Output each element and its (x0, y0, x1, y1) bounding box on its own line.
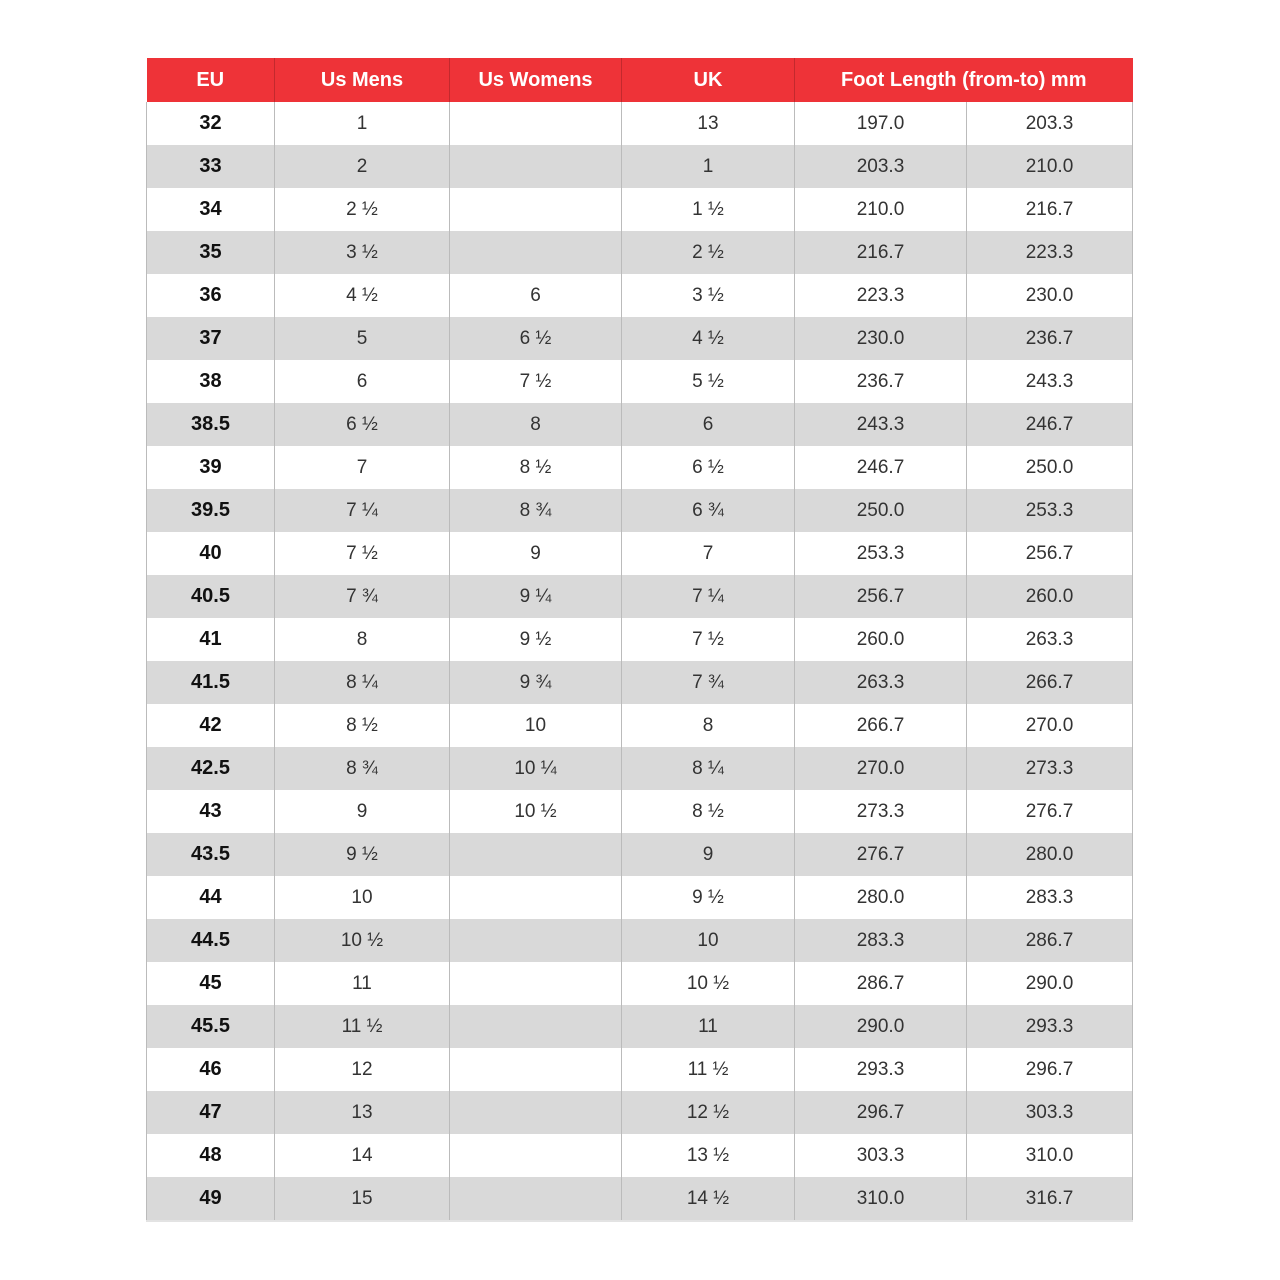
table-row (147, 145, 1133, 188)
table-cell: 1 (622, 145, 795, 188)
table-cell: 7 (622, 532, 795, 575)
table-cell (450, 962, 622, 1005)
table-row (147, 1005, 1133, 1048)
table-cell: 316.7 (967, 1177, 1133, 1221)
table-cell: 270.0 (967, 704, 1133, 747)
eu-size-cell: 48 (147, 1134, 275, 1177)
table-cell: 246.7 (967, 403, 1133, 446)
table-cell: 6 (275, 360, 450, 403)
eu-size-cell: 46 (147, 1048, 275, 1091)
table-row (147, 446, 1133, 489)
eu-size-cell: 33 (147, 145, 275, 188)
table-cell: 14 (275, 1134, 450, 1177)
table-cell: 253.3 (967, 489, 1133, 532)
table-cell: 11 (275, 962, 450, 1005)
table-cell (450, 145, 622, 188)
table-cell: 11 ½ (275, 1005, 450, 1048)
eu-size-cell: 41 (147, 618, 275, 661)
table-cell: 276.7 (967, 790, 1133, 833)
table-cell: 223.3 (967, 231, 1133, 274)
eu-size-cell: 32 (147, 102, 275, 145)
table-row (147, 274, 1133, 317)
table-row (147, 1091, 1133, 1134)
table-cell: 6 (622, 403, 795, 446)
table-cell: 266.7 (967, 661, 1133, 704)
table-cell: 8 ¾ (450, 489, 622, 532)
table-cell: 8 ½ (275, 704, 450, 747)
table-cell: 13 (622, 102, 795, 145)
table-cell: 230.0 (967, 274, 1133, 317)
table-cell: 13 (275, 1091, 450, 1134)
table-cell: 14 ½ (622, 1177, 795, 1221)
table-cell: 6 (450, 274, 622, 317)
table-cell (450, 231, 622, 274)
table-cell: 13 ½ (622, 1134, 795, 1177)
table-row (147, 661, 1133, 704)
table-cell: 286.7 (967, 919, 1133, 962)
table-cell: 260.0 (967, 575, 1133, 618)
table-row (147, 790, 1133, 833)
table-cell: 9 (275, 790, 450, 833)
table-cell: 7 ½ (275, 532, 450, 575)
table-row (147, 317, 1133, 360)
table-cell: 296.7 (795, 1091, 967, 1134)
eu-size-cell: 47 (147, 1091, 275, 1134)
table-row (147, 876, 1133, 919)
eu-size-cell: 39.5 (147, 489, 275, 532)
table-cell: 8 (275, 618, 450, 661)
table-row (147, 489, 1133, 532)
table-cell: 5 ½ (622, 360, 795, 403)
table-cell: 210.0 (967, 145, 1133, 188)
table-cell: 8 ½ (450, 446, 622, 489)
table-row (147, 1048, 1133, 1091)
eu-size-cell: 40.5 (147, 575, 275, 618)
eu-size-cell: 44 (147, 876, 275, 919)
table-cell: 1 ½ (622, 188, 795, 231)
table-cell (450, 919, 622, 962)
table-cell: 10 (450, 704, 622, 747)
table-cell: 270.0 (795, 747, 967, 790)
table-row (147, 1177, 1133, 1221)
table-cell (450, 188, 622, 231)
table-cell: 250.0 (795, 489, 967, 532)
table-cell: 6 ½ (275, 403, 450, 446)
table-cell: 8 (622, 704, 795, 747)
table-cell: 266.7 (795, 704, 967, 747)
table-cell: 7 ½ (622, 618, 795, 661)
table-cell: 310.0 (795, 1177, 967, 1221)
table-cell: 2 ½ (275, 188, 450, 231)
table-cell: 223.3 (795, 274, 967, 317)
table-row (147, 747, 1133, 790)
table-cell: 2 (275, 145, 450, 188)
table-cell: 10 ¼ (450, 747, 622, 790)
table-cell: 9 ½ (275, 833, 450, 876)
eu-size-cell: 45.5 (147, 1005, 275, 1048)
table-cell (450, 1048, 622, 1091)
table-cell: 293.3 (967, 1005, 1133, 1048)
table-cell: 290.0 (795, 1005, 967, 1048)
table-cell: 253.3 (795, 532, 967, 575)
table-cell: 8 ¼ (275, 661, 450, 704)
eu-size-cell: 34 (147, 188, 275, 231)
table-row (147, 618, 1133, 661)
table-cell: 7 ¾ (622, 661, 795, 704)
table-cell: 10 ½ (275, 919, 450, 962)
eu-size-cell: 35 (147, 231, 275, 274)
table-cell: 10 (622, 919, 795, 962)
table-cell: 9 ¼ (450, 575, 622, 618)
eu-size-cell: 39 (147, 446, 275, 489)
table-cell: 203.3 (795, 145, 967, 188)
table-cell: 4 ½ (275, 274, 450, 317)
table-cell: 283.3 (967, 876, 1133, 919)
table-cell: 6 ½ (622, 446, 795, 489)
eu-size-cell: 40 (147, 532, 275, 575)
table-cell: 303.3 (795, 1134, 967, 1177)
table-cell: 2 ½ (622, 231, 795, 274)
table-cell: 9 ½ (450, 618, 622, 661)
eu-size-cell: 42.5 (147, 747, 275, 790)
table-cell (450, 833, 622, 876)
table-row (147, 102, 1133, 145)
table-cell: 230.0 (795, 317, 967, 360)
header-cell: EU (147, 58, 275, 102)
table-row (147, 532, 1133, 575)
header-cell: Foot Length (from-to) mm (795, 58, 1133, 102)
table-cell: 290.0 (967, 962, 1133, 1005)
table-cell: 256.7 (795, 575, 967, 618)
size-conversion-table (146, 58, 1133, 1222)
eu-size-cell: 42 (147, 704, 275, 747)
table-cell: 283.3 (795, 919, 967, 962)
table-row (147, 1134, 1133, 1177)
table-cell: 310.0 (967, 1134, 1133, 1177)
table-cell: 216.7 (795, 231, 967, 274)
table-cell: 263.3 (967, 618, 1133, 661)
size-conversion-table-container (146, 58, 1132, 1222)
header-cell: UK (622, 58, 795, 102)
table-row (147, 188, 1133, 231)
eu-size-cell: 36 (147, 274, 275, 317)
eu-size-cell: 37 (147, 317, 275, 360)
table-row (147, 919, 1133, 962)
table-cell: 7 ¼ (275, 489, 450, 532)
eu-size-cell: 43 (147, 790, 275, 833)
table-row (147, 360, 1133, 403)
table-row (147, 403, 1133, 446)
table-cell: 8 ½ (622, 790, 795, 833)
table-cell: 7 ¼ (622, 575, 795, 618)
table-cell: 4 ½ (622, 317, 795, 360)
table-cell: 11 ½ (622, 1048, 795, 1091)
eu-size-cell: 44.5 (147, 919, 275, 962)
table-cell: 236.7 (967, 317, 1133, 360)
table-cell: 293.3 (795, 1048, 967, 1091)
table-cell: 8 (450, 403, 622, 446)
table-cell: 3 ½ (275, 231, 450, 274)
table-row (147, 575, 1133, 618)
table-cell: 6 ¾ (622, 489, 795, 532)
table-cell: 243.3 (967, 360, 1133, 403)
table-cell: 3 ½ (622, 274, 795, 317)
header-row (147, 58, 1133, 102)
table-cell: 8 ¾ (275, 747, 450, 790)
table-row (147, 962, 1133, 1005)
table-cell: 10 ½ (622, 962, 795, 1005)
table-cell: 260.0 (795, 618, 967, 661)
table-cell: 203.3 (967, 102, 1133, 145)
table-body (147, 102, 1133, 1221)
table-cell: 15 (275, 1177, 450, 1221)
table-cell: 9 ¾ (450, 661, 622, 704)
table-cell: 7 (275, 446, 450, 489)
table-cell: 10 ½ (450, 790, 622, 833)
table-cell (450, 876, 622, 919)
table-cell: 5 (275, 317, 450, 360)
table-cell: 216.7 (967, 188, 1133, 231)
table-cell (450, 1005, 622, 1048)
table-cell: 11 (622, 1005, 795, 1048)
table-cell: 8 ¼ (622, 747, 795, 790)
table-cell: 7 ¾ (275, 575, 450, 618)
table-cell: 1 (275, 102, 450, 145)
eu-size-cell: 49 (147, 1177, 275, 1221)
table-cell: 280.0 (967, 833, 1133, 876)
table-cell: 210.0 (795, 188, 967, 231)
table-cell: 197.0 (795, 102, 967, 145)
table-cell: 6 ½ (450, 317, 622, 360)
table-cell: 9 ½ (622, 876, 795, 919)
table-cell: 243.3 (795, 403, 967, 446)
table-cell (450, 1177, 622, 1221)
table-cell: 303.3 (967, 1091, 1133, 1134)
table-cell: 250.0 (967, 446, 1133, 489)
table-cell: 12 ½ (622, 1091, 795, 1134)
eu-size-cell: 43.5 (147, 833, 275, 876)
table-cell (450, 1091, 622, 1134)
table-cell: 286.7 (795, 962, 967, 1005)
table-cell: 7 ½ (450, 360, 622, 403)
table-cell: 9 (622, 833, 795, 876)
table-cell (450, 1134, 622, 1177)
table-cell (450, 102, 622, 145)
table-row (147, 704, 1133, 747)
table-cell: 280.0 (795, 876, 967, 919)
table-cell: 10 (275, 876, 450, 919)
eu-size-cell: 41.5 (147, 661, 275, 704)
eu-size-cell: 38 (147, 360, 275, 403)
header-cell: Us Mens (275, 58, 450, 102)
table-row (147, 231, 1133, 274)
table-cell: 273.3 (795, 790, 967, 833)
table-cell: 12 (275, 1048, 450, 1091)
header-cell: Us Womens (450, 58, 622, 102)
table-cell: 296.7 (967, 1048, 1133, 1091)
eu-size-cell: 45 (147, 962, 275, 1005)
table-cell: 246.7 (795, 446, 967, 489)
table-row (147, 833, 1133, 876)
table-cell: 256.7 (967, 532, 1133, 575)
table-cell: 236.7 (795, 360, 967, 403)
eu-size-cell: 38.5 (147, 403, 275, 446)
table-cell: 273.3 (967, 747, 1133, 790)
table-cell: 9 (450, 532, 622, 575)
table-cell: 276.7 (795, 833, 967, 876)
table-cell: 263.3 (795, 661, 967, 704)
